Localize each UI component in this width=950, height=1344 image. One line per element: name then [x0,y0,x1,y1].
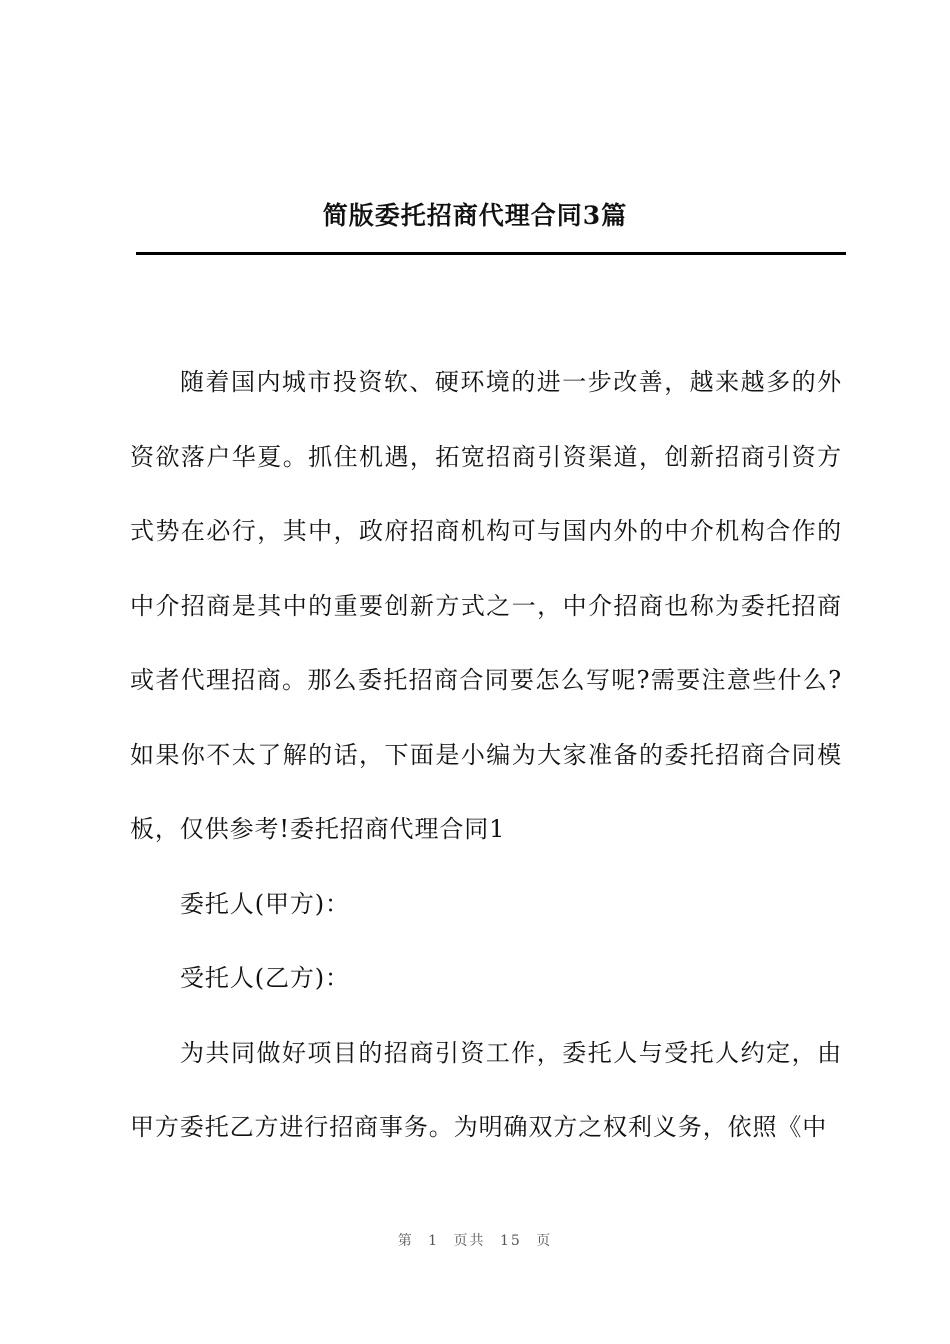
agent-party-line: 受托人(乙方)： [180,964,350,992]
page-number-footer: 第 1 页共 15 页 [397,1233,553,1249]
document-body [130,345,842,1165]
agreement-paragraph: 为共同做好项目的招商引资工作，委托人与受托人约定，由甲方委托乙方进行招商事务。为明确双方之权利义务，依照《中 [130,1038,842,1141]
document-title: 简版委托招商代理合同3篇 [322,201,628,230]
title-divider [136,252,846,255]
intro-paragraph: 随着国内城市投资软、硬环境的进一步改善，越来越多的外资欲落户华夏。抓住机遇，拓宽招商引资渠道，创新招商引资方式势在必行，其中，政府招商机构可与国内外的中介机构合作的中介招商是其中的重要创新方式之一，中介招商也称为委托招商或者代理招商。那么委托招商合同要怎么写呢?需要注意些什么?如果你不太了解的话，下面是小编为大家准备的委托招商合同模板，仅供参考!委托招商代理合同1 [130,368,842,843]
principal-party-line: 委托人(甲方)： [180,889,350,918]
